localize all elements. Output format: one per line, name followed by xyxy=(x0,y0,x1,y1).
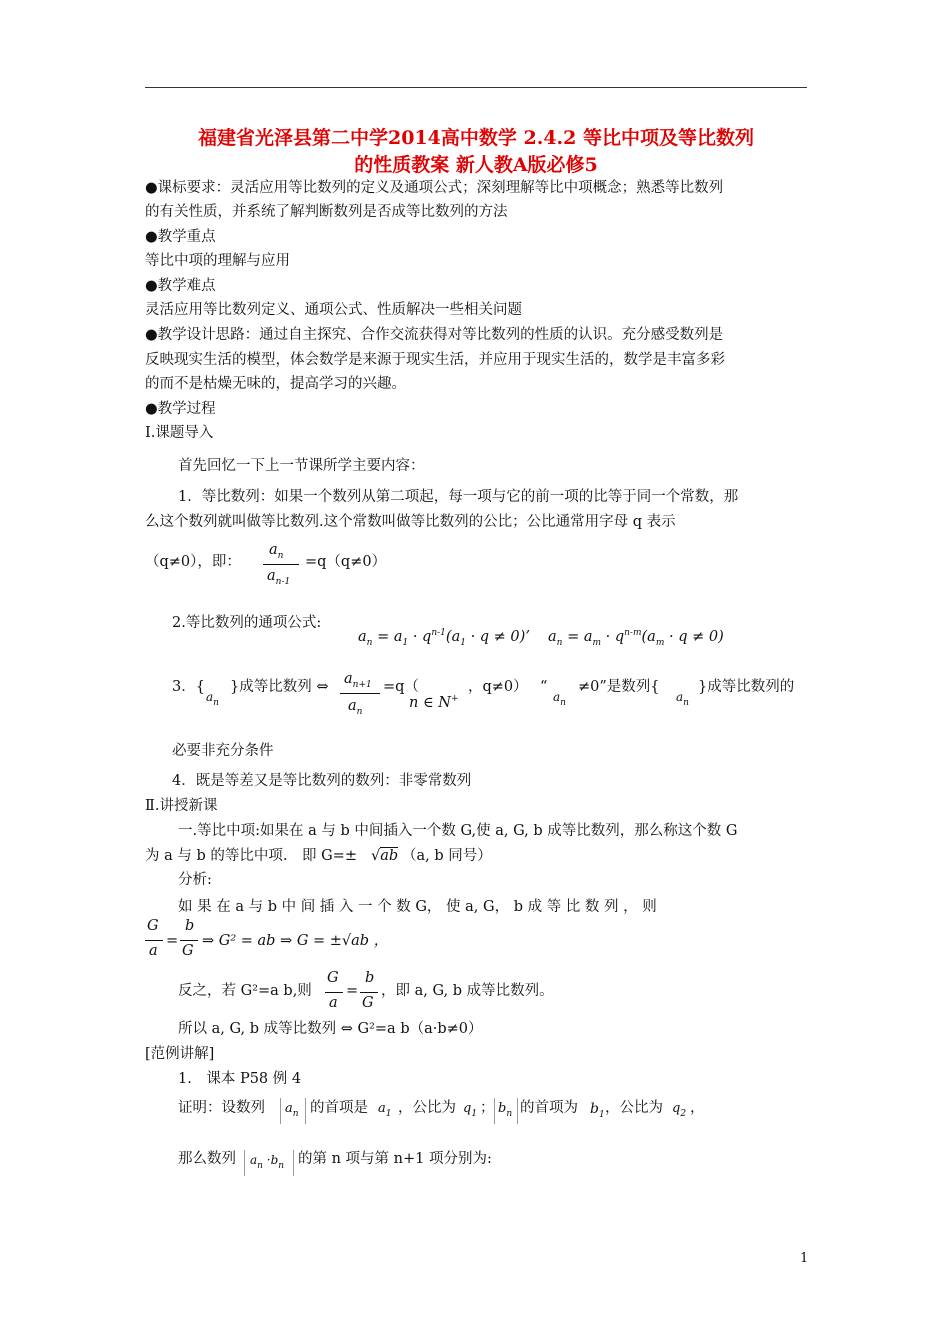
quote-open: “ xyxy=(540,679,548,695)
review-item3-q-nonzero: ，q≠0） xyxy=(468,679,528,695)
header-rule xyxy=(145,87,807,88)
general-term-formula: $a_n = a_1 \cdot q^{n-1}(a_1 \cdot q \ne 0)$’ xyxy=(358,628,530,648)
review-item1-line3: （q≠0），即： xyxy=(145,554,241,570)
seq-anbn-term: $a_n \cdot b_n$ xyxy=(250,1153,285,1171)
proof-start: 证明：设数列 xyxy=(178,1100,265,1116)
review-item3-end: }成等比数列的 xyxy=(698,679,795,695)
review-item4: 4．既是等差又是等比数列的数列：非零常数列 xyxy=(172,773,472,789)
section-intro-heading: Ⅰ.课题导入 xyxy=(145,425,214,441)
geometric-mean-def-line1: 一.等比中项:如果在 a 与 b 中间插入一个数 G,使 a, G, b 成等比数列，那么称这个数 G xyxy=(178,823,738,839)
analysis-label: 分析: xyxy=(178,872,212,888)
review-lead: 首先回忆一下上一节课所学主要内容： xyxy=(178,458,425,474)
ratio-equals-q: =q（q≠0） xyxy=(305,554,387,570)
review-item3-start: 3．{ xyxy=(172,679,205,695)
seq-an-3: $a_n$ xyxy=(676,690,689,708)
design-idea-line2: 反映现实生活的模型，体会数学是来源于现实生活，并应用于现实生活的，数学是丰富多彩 xyxy=(145,352,725,368)
conclusion-iff: 所以 a, G, b 成等比数列 ⇔ G²=a b（a·b≠0） xyxy=(178,1021,483,1037)
examples-heading: [范例讲解] xyxy=(145,1046,215,1062)
n-in-naturals: n ∈ N+ xyxy=(409,694,459,711)
review-item3-conclusion: 必要非充分条件 xyxy=(172,743,274,759)
product-seq-end: 的第 n 项与第 n+1 项分别为: xyxy=(298,1151,492,1167)
curriculum-req-line1: ●课标要求：灵活应用等比数列的定义及通项公式；深刻理解等比中项概念；熟悉等比数列 xyxy=(145,180,724,196)
converse-start: 反之，若 G²=a b,则 xyxy=(178,983,312,999)
fraction-b-over-G-2: b G xyxy=(360,970,378,1018)
design-idea-line3: 的而不是枯燥无味的，提高学习的兴趣。 xyxy=(145,376,406,392)
seq-an-2: $a_n$ xyxy=(553,690,566,708)
heading-difficulties: ●教学难点 xyxy=(145,278,216,294)
q1-term: $q_1$ xyxy=(463,1101,478,1119)
proof-ratio-b: ，公比为 xyxy=(605,1100,663,1116)
proof-ratio: ，公比为 xyxy=(398,1100,456,1116)
converse-end: ，即 a, G, b 成等比数列。 xyxy=(381,983,554,999)
q2-term: $q_2$ xyxy=(672,1101,687,1119)
proof-comma: ， xyxy=(690,1100,705,1116)
geometric-mean-def-line2: 为 a 与 b 的等比中项. 即 G=± xyxy=(145,848,357,864)
proof-first-term: 的首项是 xyxy=(310,1100,368,1116)
difficulties-text: 灵活应用等比数列定义、通项公式、性质解决一些相关问题 xyxy=(145,302,522,318)
sqrt-ab: √ab xyxy=(371,848,399,864)
page-number: 1 xyxy=(800,1251,809,1266)
proof-first-term-b: 的首项为 xyxy=(520,1100,578,1116)
fraction-G-over-a: G a xyxy=(145,918,163,966)
ratio-fraction: $a_n$ $a_{n-1}$ xyxy=(263,540,299,592)
review-item3-eq-q: =q（ xyxy=(383,679,419,695)
page-title-line2: 的性质教案 新人教A版必修5 xyxy=(354,154,598,176)
design-idea-line1: ●教学设计思路：通过自主探究、合作交流获得对等比数列的性质的认识。充分感受数列是 xyxy=(145,327,724,343)
equals-sign-2: = xyxy=(346,983,359,999)
key-points-text: 等比中项的理解与应用 xyxy=(145,253,290,269)
same-sign-note: （a, b 同号） xyxy=(402,848,492,864)
equals-sign-1: = xyxy=(166,933,179,949)
fraction-b-over-G: b G xyxy=(180,918,198,966)
review-item1-line2: 么这个数列就叫做等比数列.这个常数叫做等比数列的公比；公比通常用字母 q 表示 xyxy=(145,514,676,530)
heading-key-points: ●教学重点 xyxy=(145,229,216,245)
page-title-line1: 福建省光泽县第二中学2014高中数学 2.4.2 等比中项及等比数列 xyxy=(197,127,754,149)
b1-term: $b_1$ xyxy=(590,1101,605,1120)
review-item3-condition: ≠0”是数列{ xyxy=(578,679,660,695)
ratio-fraction-2: $a_{n+1}$ $a_n$ xyxy=(340,671,380,723)
fraction-G-over-a-2: G a xyxy=(325,970,343,1018)
proof-semicolon: ； xyxy=(480,1100,495,1116)
review-item1-line1: 1．等比数列：如果一个数列从第二项起，每一项与它的前一项的比等于同一个常数，那 xyxy=(178,489,739,505)
section-new-lesson-heading: Ⅱ.讲授新课 xyxy=(145,798,218,814)
general-term-formula-m: $a_n = a_m \cdot q^{n-m}(a_m \cdot q \ne 0)$ xyxy=(548,628,724,648)
heading-process: ●教学过程 xyxy=(145,401,216,417)
derivation-chain: ⇒ G² = ab ⇒ G = ±√ab ， xyxy=(202,933,389,949)
analysis-line1: 如 果 在 a 与 b 中 间 插 入 一 个 数 G， 使 a, G， b 成 等 比 数 列 ， 则 xyxy=(178,899,657,915)
seq-bn-term: $b_n$ xyxy=(498,1101,513,1119)
seq-an-term: $a_n$ xyxy=(285,1101,299,1119)
seq-an-1: $a_n$ xyxy=(206,690,219,708)
review-item3-iff: }成等比数列 ⇔ xyxy=(230,679,329,695)
review-item2-label: 2.等比数列的通项公式: xyxy=(172,615,322,631)
curriculum-req-line2: 的有关性质，并系统了解判断数列是否成等比数列的方法 xyxy=(145,204,508,220)
product-seq-start: 那么数列 xyxy=(178,1151,236,1167)
a1-term: $a_1$ xyxy=(378,1101,392,1119)
example-1-label: 1. 课本 P58 例 4 xyxy=(178,1071,302,1087)
